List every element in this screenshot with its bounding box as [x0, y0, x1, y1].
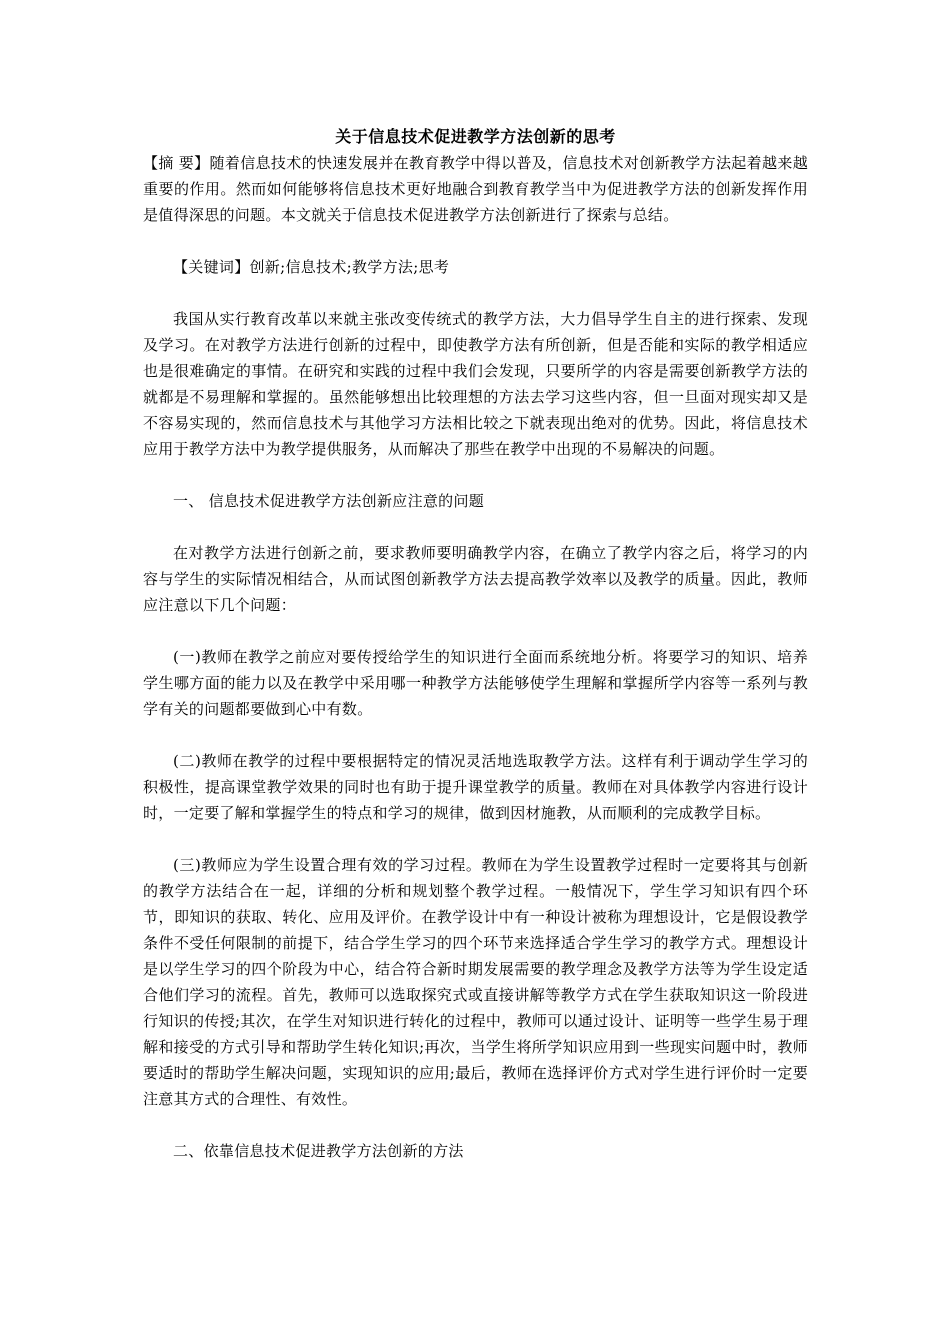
keywords-paragraph: 【关键词】创新;信息技术;教学方法;思考 [173, 258, 450, 276]
spacer [143, 514, 808, 540]
point-1-paragraph: (一)教师在教学之前应对要传授给学生的知识进行全面而系统地分析。将要学习的知识、培养学生哪方面的能力以及在教学中采用哪一种教学方法能够使学生理解和掌握所学内容等一系列与教学有关的问题都要做到心中有数。 [143, 648, 808, 718]
document-title: 关于信息技术促进教学方法创新的思考 [335, 127, 616, 146]
spacer [143, 618, 808, 644]
spacer [143, 826, 808, 852]
point-2-paragraph: (二)教师在教学的过程中要根据特定的情况灵活地选取教学方法。这样有利于调动学生学习的积极性，提高课堂教学效果的同时也有助于提升课堂教学的质量。教师在对具体教学内容进行设计时，一定要了解和掌握学生的特点和学习的规律，做到因材施教，从而顺利的完成教学目标。 [143, 752, 808, 822]
section-1-heading: 一、 信息技术促进教学方法创新应注意的问题 [173, 492, 485, 510]
abstract-paragraph: 【摘 要】随着信息技术的快速发展并在教育教学中得以普及，信息技术对创新教学方法起着越来越重要的作用。然而如何能够将信息技术更好地融合到教育教学当中为促进教学方法的创新发挥作用是值得深思的问题。本文就关于信息技术促进教学方法创新进行了探索与总结。 [143, 154, 808, 224]
spacer [143, 1112, 808, 1138]
spacer [143, 722, 808, 748]
intro-paragraph: 我国从实行教育改革以来就主张改变传统式的教学方法，大力倡导学生自主的进行探索、发现及学习。在对教学方法进行创新的过程中，即使教学方法有所创新，但是否能和实际的教学相适应也是很难确定的事情。在研究和实践的过程中我们会发现，只要所学的内容是需要创新教学方法的就都是不易理解和掌握的。虽然能够想出比较理想的方法去学习这些内容，但一旦面对现实却又是不容易实现的，然而信息技术与其他学习方法相比较之下就表现出绝对的优势。因此，将信息技术应用于教学方法中为教学提供服务，从而解决了那些在教学中出现的不易解决的问题。 [143, 310, 808, 458]
document-page [143, 124, 808, 1164]
spacer [143, 228, 808, 254]
section-2-heading: 二、依靠信息技术促进教学方法创新的方法 [173, 1142, 464, 1160]
section-1-intro-paragraph: 在对教学方法进行创新之前，要求教师要明确教学内容，在确立了教学内容之后，将学习的内容与学生的实际情况相结合，从而试图创新教学方法去提高教学效率以及教学的质量。因此，教师应注意以下几个问题： [143, 544, 808, 614]
point-3-paragraph: (三)教师应为学生设置合理有效的学习过程。教师在为学生设置教学过程时一定要将其与创新的教学方法结合在一起，详细的分析和规划整个教学过程。一般情况下，学生学习知识有四个环节，即知识的获取、转化、应用及评价。在教学设计中有一种设计被称为理想设计，它是假设教学条件不受任何限制的前提下，结合学生学习的四个环节来选择适合学生学习的教学方式。理想设计是以学生学习的四个阶段为中心，结合符合新时期发展需要的教学理念及教学方法等为学生设定适合他们学习的流程。首先，教师可以选取探究式或直接讲解等教学方式在学生获取知识这一阶段进行知识的传授;其次，在学生对知识进行转化的过程中，教师可以通过设计、证明等一些学生易于理解和接受的方式引导和帮助学生转化知识;再次，当学生将所学知识应用到一些现实问题中时，教师要适时的帮助学生解决问题，实现知识的应用;最后，教师在选择评价方式对学生进行评价时一定要注意其方式的合理性、有效性。 [143, 856, 808, 1108]
spacer [143, 280, 808, 306]
spacer [143, 462, 808, 488]
